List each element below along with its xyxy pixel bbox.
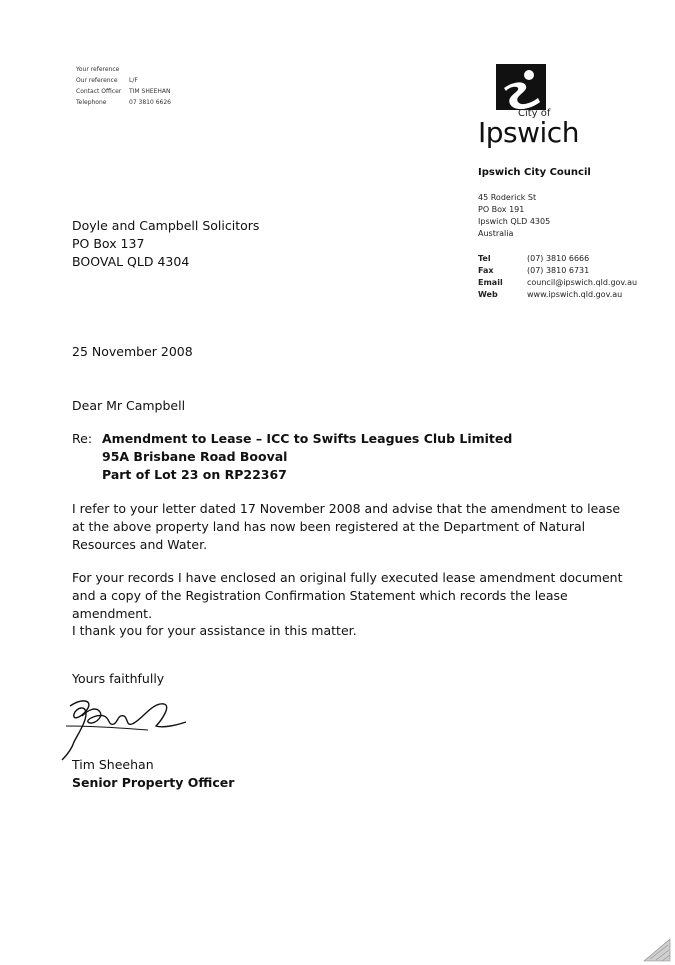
signer-name: Tim Sheehan: [72, 757, 154, 772]
handwritten-signature: [52, 692, 192, 762]
city-of-ipswich-logo: [478, 64, 588, 149]
contact-row-email: [478, 277, 637, 289]
city-of-text: City of: [518, 108, 551, 119]
letter-date: 25 November 2008: [72, 344, 193, 359]
signer-title: Senior Property Officer: [72, 775, 235, 790]
closing: Yours faithfully: [72, 671, 165, 686]
contact-label: Tel: [478, 254, 491, 263]
address-line: PO Box 191: [478, 205, 525, 214]
subject-line: 95A Brisbane Road Booval: [102, 449, 288, 464]
salutation: Dear Mr Campbell: [72, 398, 186, 413]
subject-lines: [102, 430, 512, 484]
ref-label: Telephone: [76, 99, 107, 106]
contact-value: www.ipswich.qld.gov.au: [527, 290, 623, 299]
address-line: 45 Roderick St: [478, 193, 537, 202]
ref-label: Your reference: [76, 66, 120, 73]
ref-value: 07 3810 6626: [129, 99, 171, 106]
ref-row: [76, 86, 171, 97]
address-line: Australia: [478, 229, 514, 238]
ref-label: Our reference: [76, 77, 118, 84]
address-line: Ipswich QLD 4305: [478, 217, 551, 226]
body-paragraph: For your records I have enclosed an original fully executed lease amendment document and a copy of the Registration Confirmation Statement which records the lease amendment.: [72, 570, 623, 621]
contact-label: Email: [478, 278, 503, 287]
contact-label: Fax: [478, 266, 494, 275]
contact-value: council@ipswich.qld.gov.au: [527, 278, 638, 287]
contact-row-fax: [478, 265, 637, 277]
ref-row: [76, 64, 171, 75]
subject-line: Amendment to Lease – ICC to Swifts Leagues Club Limited: [102, 431, 513, 446]
body-paragraph: I thank you for your assistance in this matter.: [72, 623, 357, 638]
ref-value: TIM SHEEHAN: [129, 88, 171, 95]
ref-row: [76, 97, 171, 108]
council-address: [478, 192, 550, 240]
contact-value: (07) 3810 6666: [527, 254, 590, 263]
recipient-line: Doyle and Campbell Solicitors: [72, 218, 260, 233]
recipient-line: PO Box 137: [72, 236, 145, 251]
page-curl-mark: [642, 935, 672, 963]
body-paragraph: I refer to your letter dated 17 November 2008 and advise that the amendment to lease at the above property land has now been registered at the Department of Natural Resources and Water.: [72, 501, 621, 552]
contact-value: (07) 3810 6731: [527, 266, 590, 275]
ref-label: Contact Officer: [76, 88, 122, 95]
ipswich-i-logo-icon: [496, 64, 546, 110]
contact-row-web: [478, 289, 637, 301]
contact-label: Web: [478, 290, 498, 299]
recipient-line: BOOVAL QLD 4304: [72, 254, 190, 269]
contact-row-tel: [478, 253, 637, 265]
recipient-address: [72, 217, 259, 271]
subject-label: Re:: [72, 431, 93, 446]
council-contacts: [478, 253, 637, 301]
subject-line: Part of Lot 23 on RP22367: [102, 467, 287, 482]
council-name: Ipswich City Council: [478, 167, 591, 178]
ref-row: [76, 75, 171, 86]
ref-value: L/F: [129, 77, 138, 84]
reference-block: [76, 64, 171, 108]
ipswich-wordmark: Ipswich: [478, 116, 579, 149]
